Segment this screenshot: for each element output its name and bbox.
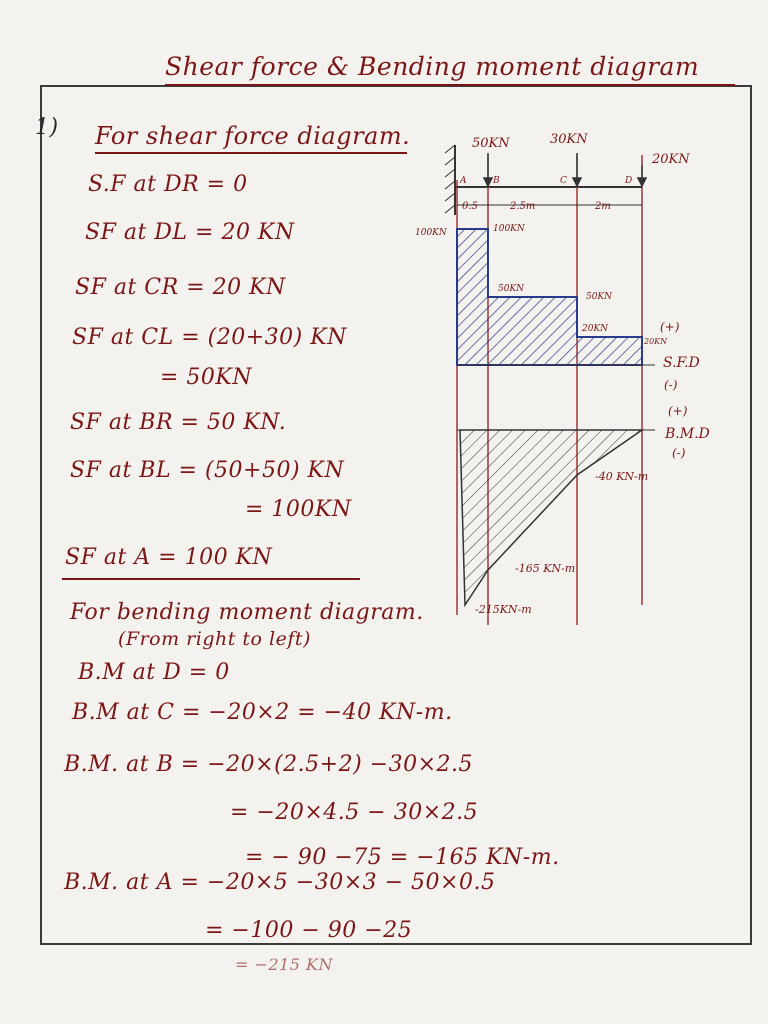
- bmd-tag: B.M.D: [665, 426, 710, 442]
- bmd-heading: For bending moment diagram.: [70, 600, 424, 625]
- sfd-value-label: 50KN: [586, 292, 613, 302]
- bmd-line: B.M at D = 0: [78, 660, 230, 685]
- bmd-line: = −20×4.5 − 30×2.5: [230, 800, 479, 825]
- question-number: 1): [35, 115, 59, 140]
- sfd-line: SF at CR = 20 KN: [75, 275, 286, 300]
- bmd-line: = − 90 −75 = −165 KN-m.: [245, 845, 560, 870]
- sfd-negative-sign: (-): [664, 378, 678, 392]
- span-label: 2.5m: [510, 201, 536, 212]
- bmd-line: B.M. at B = −20×(2.5+2) −30×2.5: [64, 752, 473, 777]
- bmd-line-cut: = −215 KN: [235, 955, 333, 974]
- point-label: C: [560, 176, 567, 186]
- sfd-value-label: 100KN: [493, 224, 525, 234]
- sfd-value-label: 20KN: [644, 337, 668, 346]
- bmd-subheading: (From right to left): [118, 628, 311, 650]
- sfd-line: SF at BR = 50 KN.: [70, 410, 287, 435]
- sfd-value-label: 20KN: [582, 324, 609, 334]
- sfd-value-label: 50KN: [498, 284, 525, 294]
- sfd-line: SF at DL = 20 KN: [85, 220, 295, 245]
- point-label: B: [493, 176, 500, 186]
- bmd-value-label: -215KN-m: [475, 603, 532, 616]
- sfd-line: SF at BL = (50+50) KN: [70, 458, 345, 483]
- sfd-positive-sign: (+): [660, 320, 680, 334]
- sfd-area: [457, 229, 642, 365]
- sfd-line: = 100KN: [245, 497, 352, 522]
- sfd-line: = 50KN: [160, 365, 253, 390]
- bmd-area: [460, 430, 642, 605]
- bmd-line: B.M at C = −20×2 = −40 KN-m.: [72, 700, 453, 725]
- bmd-line: = −100 − 90 −25: [205, 918, 413, 943]
- bmd-line: B.M. at A = −20×5 −30×3 − 50×0.5: [64, 870, 496, 895]
- beam-diagram: [410, 125, 730, 645]
- sfd-line: SF at A = 100 KN: [65, 545, 273, 570]
- bmd-negative-sign: (-): [672, 446, 686, 460]
- sfd-heading-underline: [95, 152, 407, 154]
- sfd-tag: S.F.D: [663, 355, 700, 371]
- bmd-value-label: -40 KN-m: [595, 470, 649, 483]
- span-label: 0.5: [462, 201, 478, 212]
- load-label: 20KN: [652, 152, 690, 167]
- sfd-line: SF at CL = (20+30) KN: [72, 325, 347, 350]
- bmd-positive-sign: (+): [668, 404, 688, 418]
- point-label: D: [625, 176, 633, 186]
- title-underline: [165, 84, 735, 86]
- sfd-heading: For shear force diagram.: [95, 122, 411, 150]
- section-separator: [62, 578, 360, 580]
- point-label: A: [460, 176, 467, 186]
- span-label: 2m: [595, 201, 611, 212]
- sfd-line: S.F at DR = 0: [88, 172, 248, 197]
- load-label: 50KN: [472, 136, 510, 151]
- load-label: 30KN: [550, 132, 588, 147]
- sfd-value-label: 100KN: [415, 228, 447, 238]
- page-title: Shear force & Bending moment diagram: [165, 52, 700, 81]
- fixed-support: [445, 145, 455, 215]
- bmd-value-label: -165 KN-m: [515, 562, 576, 575]
